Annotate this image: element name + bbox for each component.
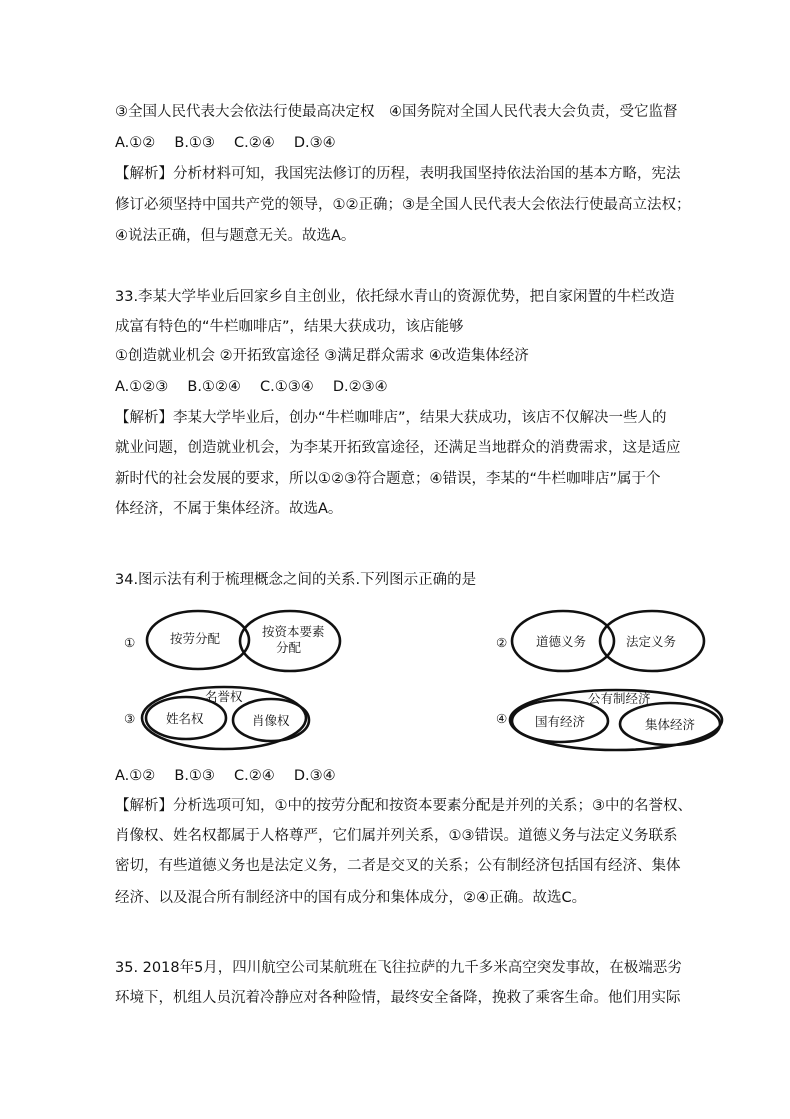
q33-analysis-2: 就业问题，创造就业机会，为李某开拓致富途径，还满足当地群众的消费需求，这是适应 bbox=[115, 440, 681, 456]
q34-stem: 34.图示法有利于梳理概念之间的关系.下列图示正确的是 bbox=[115, 572, 477, 588]
diagram-4-left: 国有经济 bbox=[535, 714, 586, 729]
q32-analysis-1: 【解析】分析材料可知，我国宪法修订的历程，表明我国坚持依法治国的基本方略，宪法 bbox=[115, 166, 681, 182]
q32-choices: A.①② B.①③ C.②④ D.③④ bbox=[115, 135, 336, 151]
q33-stem-2: 成富有特色的“牛栏咖啡店”，结果大获成功，该店能够 bbox=[115, 319, 464, 335]
diagram-3-outer: 名誉权 bbox=[205, 689, 243, 704]
q34-choices: A.①② B.①③ C.②④ D.③④ bbox=[115, 768, 336, 784]
diagram-4-outer: 公有制经济 bbox=[588, 691, 651, 706]
q33-analysis-1: 【解析】李某大学毕业后，创办“牛栏咖啡店”，结果大获成功，该店不仅解决一些人的 bbox=[115, 410, 667, 426]
q34-analysis-4: 经济、以及混合所有制经济中的国有成分和集体成分，②④正确。故选C。 bbox=[115, 890, 587, 906]
diagram-2 bbox=[496, 611, 704, 671]
diagram-4-label: ④ bbox=[496, 711, 508, 726]
q33-stem-1: 33.李某大学毕业后回家乡自主创业，依托绿水青山的资源优势，把自家闲置的牛栏改造 bbox=[115, 289, 675, 305]
q33-choices: A.①②③ B.①②④ C.①③④ D.②③④ bbox=[115, 379, 388, 395]
q34-diagrams bbox=[0, 600, 790, 760]
q33-analysis-3: 新时代的社会发展的要求，所以①②③符合题意；④错误，李某的“牛栏咖啡店”属于个 bbox=[115, 471, 661, 487]
q32-analysis-3: ④说法正确，但与题意无关。故选A。 bbox=[115, 228, 356, 244]
q32-options: ③全国人民代表大会依法行使最高决定权 ④国务院对全国人民代表大会负责，受它监督 bbox=[115, 104, 678, 120]
diagram-2-right: 法定义务 bbox=[626, 634, 677, 649]
diagram-3-right: 肖像权 bbox=[252, 713, 290, 728]
q32-analysis-2: 修订必须坚持中国共产党的领导，①②正确；③是全国人民代表大会依法行使最高立法权； bbox=[115, 197, 691, 213]
diagram-4-right: 集体经济 bbox=[645, 717, 696, 732]
q33-options: ①创造就业机会 ②开拓致富途径 ③满足群众需求 ④改造集体经济 bbox=[115, 348, 529, 364]
diagram-1-left: 按劳分配 bbox=[170, 631, 221, 646]
diagram-1 bbox=[124, 611, 340, 671]
diagram-3 bbox=[124, 687, 309, 749]
diagram-1-right-1: 按资本要素 bbox=[262, 624, 325, 639]
diagram-1-label: ① bbox=[124, 635, 136, 650]
diagram-4 bbox=[496, 690, 722, 750]
q34-analysis-2: 肖像权、姓名权都属于人格尊严，它们属并列关系，①③错误。道德义务与法定义务联系 bbox=[115, 828, 678, 844]
diagram-2-left: 道德义务 bbox=[536, 634, 587, 649]
diagram-1-right-2: 分配 bbox=[276, 640, 302, 655]
q33-analysis-4: 体经济，不属于集体经济。故选A。 bbox=[115, 501, 343, 517]
q35-stem-2: 环境下，机组人员沉着冷静应对各种险情，最终安全备降，挽救了乘客生命。他们用实际 bbox=[115, 990, 681, 1006]
diagram-2-label: ② bbox=[496, 635, 508, 650]
diagram-3-label: ③ bbox=[124, 711, 136, 726]
diagram-3-left: 姓名权 bbox=[166, 711, 204, 726]
q35-stem-1: 35. 2018年5月，四川航空公司某航班在飞往拉萨的九千多米高空突发事故，在极端恶劣 bbox=[115, 960, 682, 976]
q34-analysis-3: 密切，有些道德义务也是法定义务，二者是交叉的关系；公有制经济包括国有经济、集体 bbox=[115, 858, 681, 874]
q34-analysis-1: 【解析】分析选项可知，①中的按劳分配和按资本要素分配是并列的关系；③中的名誉权、 bbox=[115, 798, 692, 814]
